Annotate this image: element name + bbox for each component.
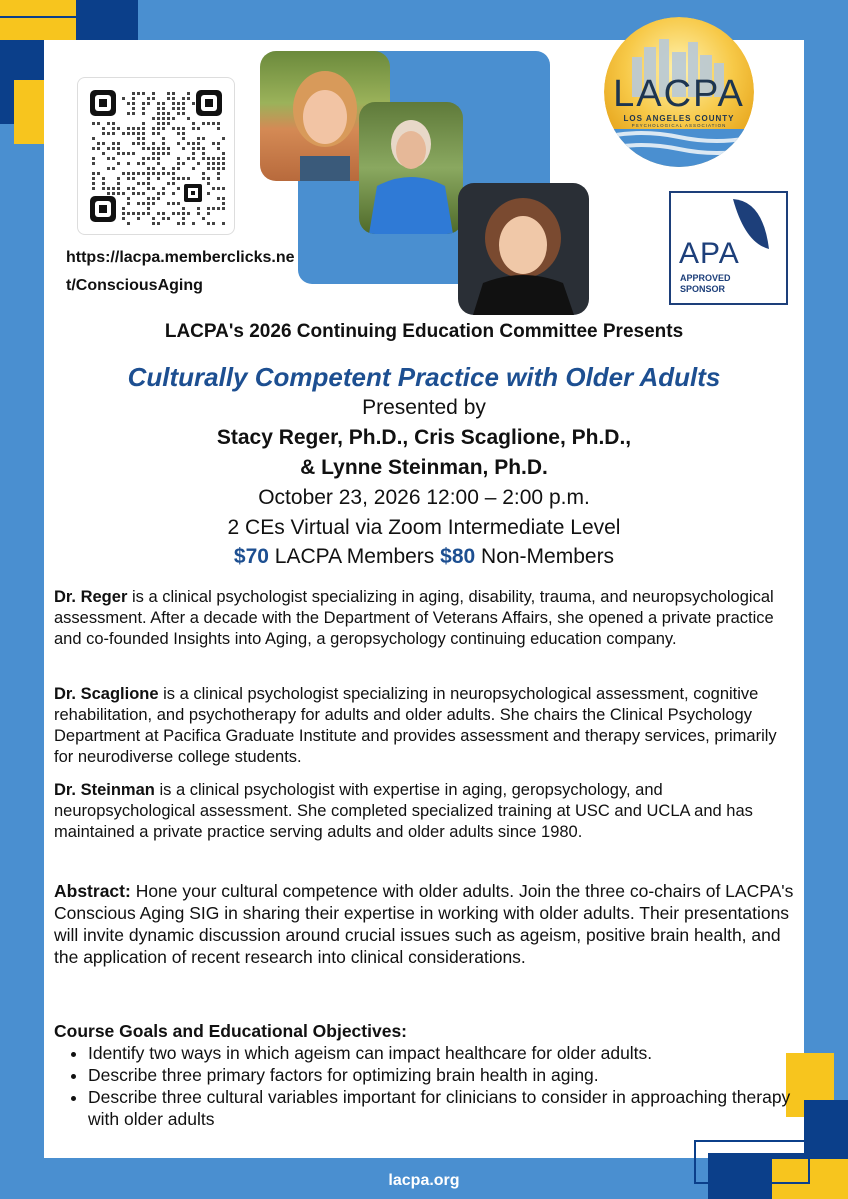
bio-name: Dr. Steinman [54,781,155,799]
goal-item: • Describe three cultural variables important for clinicians to consider in approaching therapy with older adults [88,1086,796,1130]
bio-name: Dr. Reger [54,588,128,606]
apa-line2: SPONSOR [680,284,726,294]
abstract-label: Abstract: [54,881,131,901]
corner-navy-block-br [804,1100,848,1160]
event-date: October 23, 2026 12:00 – 2:00 p.m. [258,486,590,509]
lacpa-logo-subtitle2: PSYCHOLOGICAL ASSOCIATION [631,123,727,128]
abstract [54,880,796,968]
lacpa-logo-wordmark: LACPA [613,73,745,115]
lacpa-logo-subtitle: LOS ANGELES COUNTY [623,114,735,123]
course-title: Culturally Competent Practice with Older Adults [127,362,721,392]
bio-text: is a clinical psychologist with expertise in aging, geropsychology, and neuropsychological assessment. She completed specialized training at USC and UCLA and has maintained a private practice serving adults and older adults since 1980. [54,781,753,841]
presented-by: Presented by [362,396,486,419]
photo-cris-scaglione [359,102,463,234]
qr-code[interactable] [77,77,235,235]
member-price: $70 [233,545,269,568]
member-label: LACPA Members [268,545,441,568]
goals-heading: Course Goals and Educational Objectives: [54,1021,408,1041]
bio-name: Dr. Scaglione [54,685,159,703]
presents-heading: LACPA's 2026 Continuing Education Committee Presents [164,321,684,342]
apa-line1: APPROVED [680,273,731,283]
bio-text: is a clinical psychologist specializing in neuropsychological assessment, cognitive rehabilitation, and psychotherapy for adults and older adults. She chairs the Clinical Psychology Department at Pacifica Graduate Institute and provides assessment and therapy services, primarily for neurodiverse college students. [54,685,777,766]
qr-code-graphic [78,78,234,234]
footer-website[interactable]: lacpa.org [388,1172,460,1189]
goal-item: • Describe three primary factors for optimizing brain health in aging. [88,1064,796,1086]
presenters-line-1: Stacy Reger, Ph.D., Cris Scaglione, Ph.D., [216,426,632,449]
bio-scaglione [54,684,796,768]
nonmember-price: $80 [440,545,476,568]
bio-reger [54,587,796,650]
course-goals [54,1021,796,1130]
apa-name: APA [679,237,740,270]
bio-steinman [54,780,796,843]
event-details: 2 CEs Virtual via Zoom Intermediate Level [227,516,621,539]
photo-lynne-steinman [458,183,589,315]
goals-list [54,1042,796,1130]
nonmember-label: Non-Members [475,545,615,568]
goal-item: • Identify two ways in which ageism can impact healthcare for older adults. [88,1042,796,1064]
presenters-line-2: & Lynne Steinman, Ph.D. [300,456,548,479]
pricing [44,545,804,569]
bio-text: is a clinical psychologist specializing in aging, disability, trauma, and neuropsychological assessment. After a decade with the Department of Veterans Affairs, she opened a private practice and co-founded Insights into Aging, a geropsychology continuing education company. [54,588,774,648]
registration-url[interactable]: https://lacpa.memberclicks.net/ConsciousAging [66,249,295,294]
abstract-text: Hone your cultural competence with older adults. Join the three co-chairs of LACPA's Conscious Aging SIG in sharing their expertise in working with older adults. Their presentations will invite dynamic discussion around crucial issues such as ageism, positive brain health, and the application of recent research into clinical considerations. [54,881,794,967]
lacpa-logo [604,17,754,167]
apa-approved-sponsor-badge [669,191,788,305]
